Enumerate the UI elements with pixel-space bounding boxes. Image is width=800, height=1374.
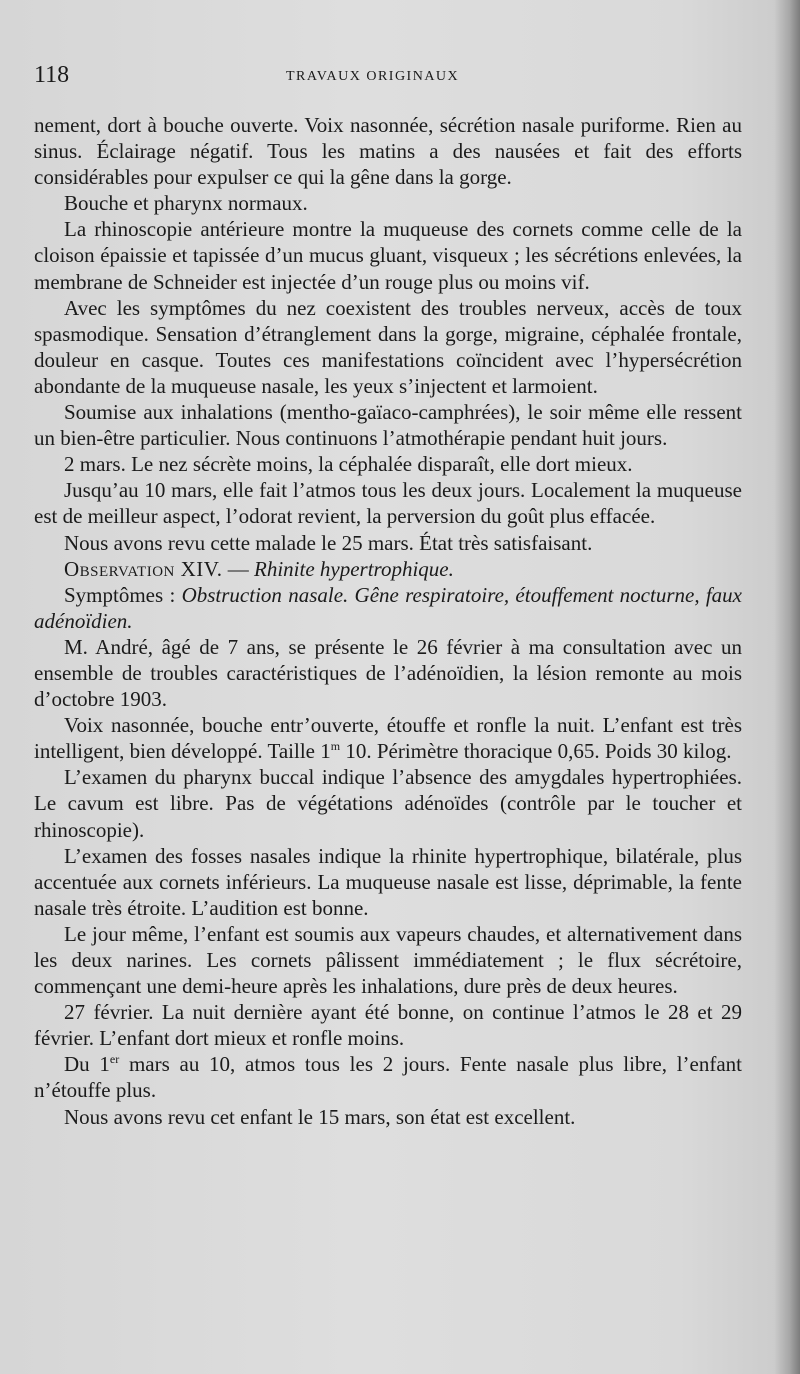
paragraph-part: Voix nasonnée, bouche entr’ouverte, étouffe et ronfle la nuit. L’enfant est très intelligent, bien développé. Taille 1 [34,713,742,764]
paragraph: M. André, âgé de 7 ans, se présente le 26 février à ma consultation avec un ensemble de troubles caractéristiques de l’adénoïdien, la lésion remonte au mois d’octobre 1903. [34,634,742,712]
paragraph: L’examen des fosses nasales indique la rhinite hypertrophique, bilatérale, plus accentuée aux cornets inférieurs. La muqueuse nasale est lisse, déprimable, la fente nasale très étroite. L’audition est bonne. [34,843,742,920]
paragraph: La rhinoscopie antérieure montre la muqueuse des cornets comme celle de la cloison épaissie et tapissée d’un mucus gluant, visqueux ; les sécrétions enlevées, la membrane de Schneider est injectée d’un rouge plus ou moins vif. [34,217,742,294]
symptoms-text: Obstruction nasale. Gêne respiratoire, étouffement nocturne, faux adénoïdien. [34,582,743,633]
page-gutter-shadow [774,0,800,1374]
symptoms-paragraph [34,582,742,634]
paragraph: Avec les symptômes du nez coexistent des troubles nerveux, accès de toux spasmodique. Sensation d’étranglement dans la gorge, migraine, céphalée frontale, douleur en casque. Toutes ces manifestations coïncident avec l’hypersécrétion abondante de la muqueuse nasale, les yeux s’injectent et larmoient. [34,295,742,398]
symptoms-label: Symptômes : [64,582,182,607]
paragraph: nement, dort à bouche ouverte. Voix nasonnée, sécrétion nasale puriforme. Rien au sinus. Éclairage négatif. Tous les matins a des nausées et fait des efforts considérables pour expulser ce qui la gêne dans la gorge. [34,113,742,190]
observation-dash: — [222,556,254,581]
page-header [34,62,744,92]
running-title: TRAVAUX ORIGINAUX [286,69,460,84]
paragraph [34,712,742,764]
paragraph [34,1051,742,1103]
body-text [34,112,742,1130]
paragraph: Nous avons revu cet enfant le 15 mars, son état est excellent. [64,1104,576,1129]
paragraph: Bouche et pharynx normaux. [64,191,308,216]
paragraph: Jusqu’au 10 mars, elle fait l’atmos tous les deux jours. Localement la muqueuse est de meilleur aspect, l’odorat revient, la perversion du goût plus effacée. [34,478,742,529]
paragraph-part: 10. Périmètre thoracique 0,65. Poids 30 kilog. [340,739,732,764]
paragraph: L’examen du pharynx buccal indique l’absence des amygdales hypertrophiées. Le cavum est libre. Pas de végétations adénoïdes (contrôle par le toucher et rhinoscopie). [34,765,742,842]
observation-label: Observation XIV. [64,556,223,581]
paragraph: 27 février. La nuit dernière ayant été bonne, on continue l’atmos le 28 et 29 février. L’enfant dort mieux et ronfle moins. [34,1000,742,1051]
paragraph: Soumise aux inhalations (mentho-gaïaco-camphrées), le soir même elle ressent un bien-être particulier. Nous continuons l’atmothérapie pendant huit jours. [34,400,742,451]
paragraph: 2 mars. Le nez sécrète moins, la céphalée disparaît, elle dort mieux. [64,452,633,477]
paragraph: Le jour même, l’enfant est soumis aux vapeurs chaudes, et alternativement dans les deux narines. Les cornets pâlissent immédiatement ; le flux sécrétoire, commençant une demi-heure après les inhalations, dure près de deux heures. [34,921,742,999]
superscript: m [330,739,341,754]
observation-title: Rhinite hypertrophique. [254,556,454,581]
paragraph-part: mars au 10, atmos tous les 2 jours. Fente nasale plus libre, l’enfant n’étouffe plus. [34,1052,742,1103]
paragraph-part: Du 1 [64,1052,110,1077]
page-number: 118 [34,62,70,88]
observation-heading [34,556,742,582]
superscript: er [109,1052,120,1067]
paragraph: Nous avons revu cette malade le 25 mars. État très satisfaisant. [64,530,593,555]
